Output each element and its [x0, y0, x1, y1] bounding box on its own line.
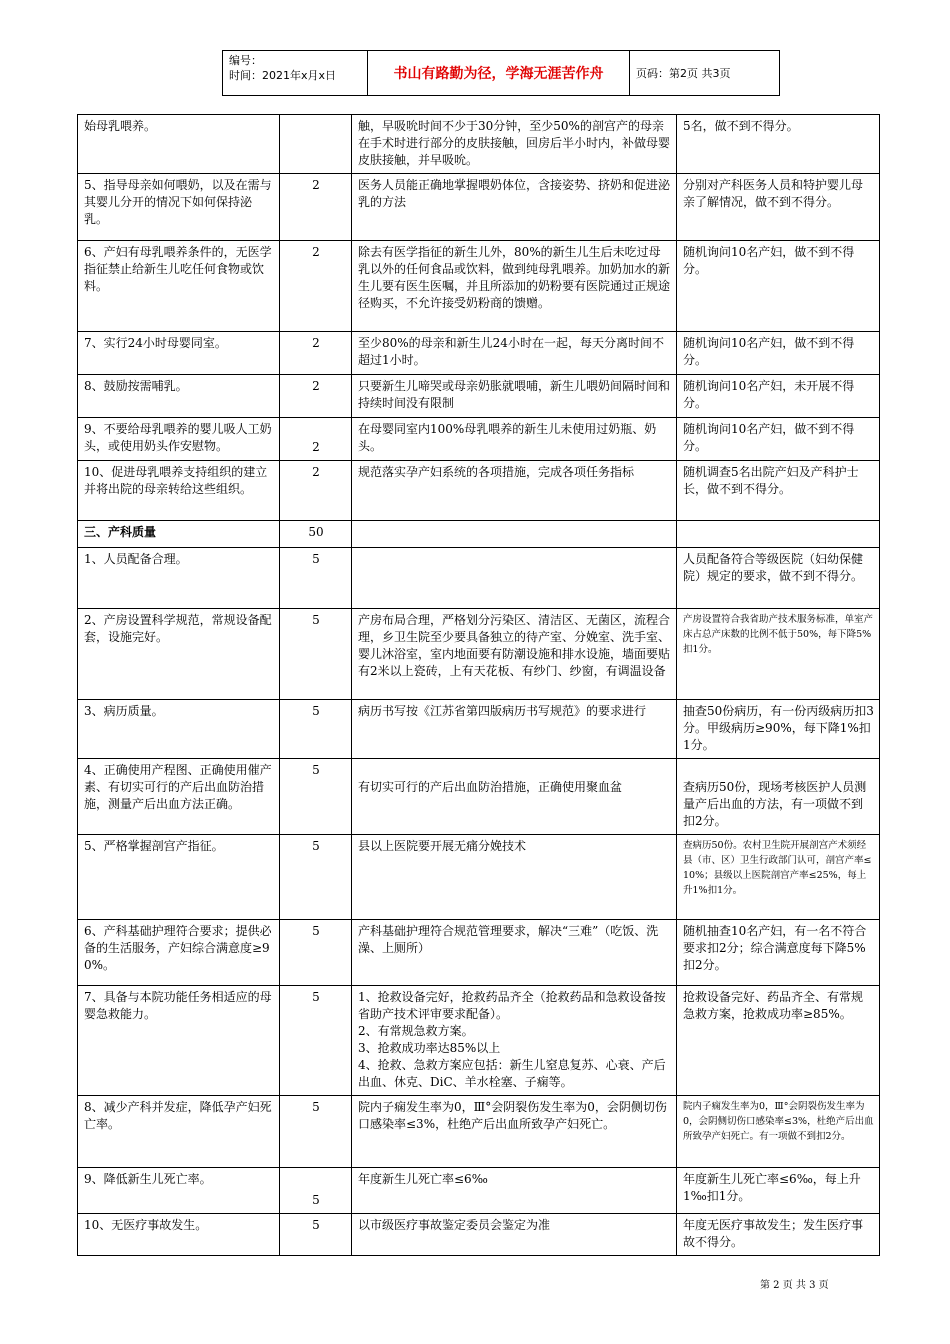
- method-cell: 随机询问10名产妇，做不到不得分。: [677, 418, 880, 461]
- score-cell: 5: [280, 700, 352, 759]
- section-title: 三、产科质量: [78, 521, 280, 548]
- score-cell: 5: [280, 1168, 352, 1214]
- header-page-label: 页码：第2页 共3页: [636, 67, 731, 80]
- item-cell: 7、实行24小时母婴同室。: [78, 332, 280, 375]
- method-cell: 分别对产科医务人员和特护婴儿母亲了解情况，做不到不得分。: [677, 174, 880, 241]
- score-cell: 5: [280, 986, 352, 1096]
- method-cell: 查病历50份，现场考核医护人员测量产后出血的方法，有一项做不到扣2分。: [677, 759, 880, 835]
- standard-cell: 医务人员能正确地掌握喂奶体位，含接姿势、挤奶和促进泌乳的方法: [352, 174, 677, 241]
- item-cell: 5、严格掌握剖宫产指征。: [78, 835, 280, 920]
- method-cell: 随机询问10名产妇，未开展不得分。: [677, 375, 880, 418]
- score-cell: 2: [280, 332, 352, 375]
- item-cell: 始母乳喂养。: [78, 115, 280, 174]
- standard-cell: 县以上医院要开展无痛分娩技术: [352, 835, 677, 920]
- table-row: [78, 835, 880, 920]
- header-motto: 书山有路勤为径，学海无涯苦作舟: [368, 51, 630, 95]
- standard-cell: 有切实可行的产后出血防治措施，正确使用聚血盆: [352, 759, 677, 835]
- standard-cell: 在母婴同室内100%母乳喂养的新生儿未使用过奶瓶、奶头。: [352, 418, 677, 461]
- item-cell: 5、指导母亲如何喂奶，以及在需与其婴儿分开的情况下如何保持泌乳。: [78, 174, 280, 241]
- item-cell: 8、减少产科并发症，降低孕产妇死亡率。: [78, 1096, 280, 1168]
- table-row: [78, 332, 880, 375]
- table-row: [78, 115, 880, 174]
- standard-cell: 只要新生儿啼哭或母亲奶胀就喂哺，新生儿喂奶间隔时间和持续时间没有限制: [352, 375, 677, 418]
- score-cell: 5: [280, 920, 352, 986]
- standard-cell: 以市级医疗事故鉴定委员会鉴定为准: [352, 1214, 677, 1256]
- method-cell: 抽查50份病历，有一份丙级病历扣3分。甲级病历≥90%，每下降1%扣1分。: [677, 700, 880, 759]
- method-cell: 抢救设备完好、药品齐全、有常规急救方案，抢救成功率≥85%。: [677, 986, 880, 1096]
- table-row: [78, 609, 880, 700]
- score-cell: 5: [280, 548, 352, 609]
- standard-cell: [352, 521, 677, 548]
- section-heading-row: [78, 521, 880, 548]
- table-row: [78, 241, 880, 332]
- table-row: [78, 920, 880, 986]
- standard-cell: [352, 548, 677, 609]
- table-row: [78, 418, 880, 461]
- score-cell: 2: [280, 174, 352, 241]
- standard-cell: 至少80%的母亲和新生儿24小时在一起，每天分离时间不超过1小时。: [352, 332, 677, 375]
- standard-cell: 产房布局合理，严格划分污染区、清洁区、无菌区，流程合理，乡卫生院至少要具备独立的待产室、分娩室、洗手室、婴儿沐浴室，室内地面要有防潮设施和排水设施，墙面要贴有2米以上瓷砖，上有天花板、有纱门、纱窗，有调温设备: [352, 609, 677, 700]
- item-cell: 8、鼓励按需哺乳。: [78, 375, 280, 418]
- score-cell: 2: [280, 241, 352, 332]
- item-cell: 4、正确使用产程图、正确使用催产素、有切实可行的产后出血防治措施，测量产后出血方法正确。: [78, 759, 280, 835]
- method-cell: 随机询问10名产妇，做不到不得分。: [677, 241, 880, 332]
- score-cell: 5: [280, 759, 352, 835]
- item-cell: 3、病历质量。: [78, 700, 280, 759]
- header-meta: [223, 51, 368, 95]
- item-cell: 10、促进母乳喂养支持组织的建立并将出院的母亲转给这些组织。: [78, 461, 280, 521]
- standard-line: 3、抢救成功率达85%以上: [358, 1041, 501, 1055]
- standard-cell: 年度新生儿死亡率≤6‰: [352, 1168, 677, 1214]
- table-row: [78, 548, 880, 609]
- standard-cell: [352, 986, 677, 1096]
- standard-line: 4、抢救、急救方案应包括：新生儿窒息复苏、心衰、产后出血、休克、DiC、羊水栓塞、子痫等。: [358, 1058, 666, 1089]
- item-cell: 10、无医疗事故发生。: [78, 1214, 280, 1256]
- table-row: [78, 375, 880, 418]
- method-cell: [677, 521, 880, 548]
- item-cell: 6、产妇有母乳喂养条件的，无医学指征禁止给新生儿吃任何食物或饮料。: [78, 241, 280, 332]
- standard-line: 1、抢救设备完好，抢救药品齐全（抢救药品和急救设备按省助产技术评审要求配备）。: [358, 990, 666, 1021]
- score-cell: 5: [280, 1214, 352, 1256]
- item-cell: 7、具备与本院功能任务相适应的母婴急救能力。: [78, 986, 280, 1096]
- standard-cell: 病历书写按《江苏省第四版病历书写规范》的要求进行: [352, 700, 677, 759]
- table-row: [78, 759, 880, 835]
- item-cell: 2、产房设置科学规范，常规设备配套，设施完好。: [78, 609, 280, 700]
- score-cell: 2: [280, 418, 352, 461]
- standard-cell: 院内子痫发生率为0，Ⅲ°会阴裂伤发生率为0，会阴侧切伤口感染率≤3%，杜绝产后出血所致孕产妇死亡。: [352, 1096, 677, 1168]
- evaluation-table: [77, 114, 880, 1256]
- section-score: 50: [280, 521, 352, 548]
- item-cell: 6、产科基础护理符合要求；提供必备的生活服务，产妇综合满意度≥90%。: [78, 920, 280, 986]
- table-row: [78, 1214, 880, 1256]
- table-row: [78, 174, 880, 241]
- table-row: [78, 1168, 880, 1214]
- method-cell: 随机调查5名出院产妇及产科护士长，做不到不得分。: [677, 461, 880, 521]
- method-cell: 5名，做不到不得分。: [677, 115, 880, 174]
- table-row: [78, 986, 880, 1096]
- score-cell: 5: [280, 835, 352, 920]
- item-cell: 9、不要给母乳喂养的婴儿吸人工奶头，或使用奶头作安慰物。: [78, 418, 280, 461]
- page-footer: 第 2 页 共 3 页: [760, 1280, 829, 1291]
- method-cell: 年度无医疗事故发生；发生医疗事故不得分。: [677, 1214, 880, 1256]
- table-row: [78, 461, 880, 521]
- score-cell: 2: [280, 461, 352, 521]
- method-cell: 查病历50份。农村卫生院开展剖宫产术须经县（市、区）卫生行政部门认可，剖宫产率≤10%；县级以上医院剖宫产率≤25%，每上升1%扣1分。: [677, 835, 880, 920]
- score-cell: 5: [280, 609, 352, 700]
- method-cell: 随机抽查10名产妇，有一名不符合要求扣2分；综合满意度每下降5%扣2分。: [677, 920, 880, 986]
- time-label: 时间：2021年x月x日: [229, 69, 337, 82]
- standard-cell: 规范落实孕产妇系统的各项措施，完成各项任务指标: [352, 461, 677, 521]
- item-cell: 1、人员配备合理。: [78, 548, 280, 609]
- score-cell: 5: [280, 1096, 352, 1168]
- page-header: [222, 50, 780, 96]
- item-cell: 9、降低新生儿死亡率。: [78, 1168, 280, 1214]
- method-cell: 产房设置符合我省助产技术服务标准，单室产床占总产床数的比例不低于50%，每下降5%扣1分。: [677, 609, 880, 700]
- method-cell: 年度新生儿死亡率≤6‰，每上升1‰扣1分。: [677, 1168, 880, 1214]
- score-cell: [280, 115, 352, 174]
- table-row: [78, 1096, 880, 1168]
- table-row: [78, 700, 880, 759]
- standard-cell: 触，早吸吮时间不少于30分钟，至少50%的剖宫产的母亲在手术时进行部分的皮肤接触，回房后半小时内，补做母婴皮肤接触，并早吸吮。: [352, 115, 677, 174]
- standard-cell: 除去有医学指征的新生儿外，80%的新生儿生后未吃过母乳以外的任何食品或饮料，做到纯母乳喂养。加奶加水的新生儿要有医生医嘱，并且所添加的奶粉要有医院通过正规途径购买，不允许接受奶粉商的馈赠。: [352, 241, 677, 332]
- standard-cell: 产科基础护理符合规范管理要求，解决“三难”（吃饭、洗澡、上厕所）: [352, 920, 677, 986]
- method-cell: 院内子痫发生率为0，Ⅲ°会阴裂伤发生率为0，会阴侧切伤口感染率≤3%，杜绝产后出血所致孕产妇死亡。有一项做不到扣2分。: [677, 1096, 880, 1168]
- method-cell: 人员配备符合等级医院（妇幼保健院）规定的要求，做不到不得分。: [677, 548, 880, 609]
- score-cell: 2: [280, 375, 352, 418]
- number-label: 编号：: [229, 54, 262, 67]
- standard-line: 2、有常规急救方案。: [358, 1024, 474, 1038]
- method-cell: 随机询问10名产妇，做不到不得分。: [677, 332, 880, 375]
